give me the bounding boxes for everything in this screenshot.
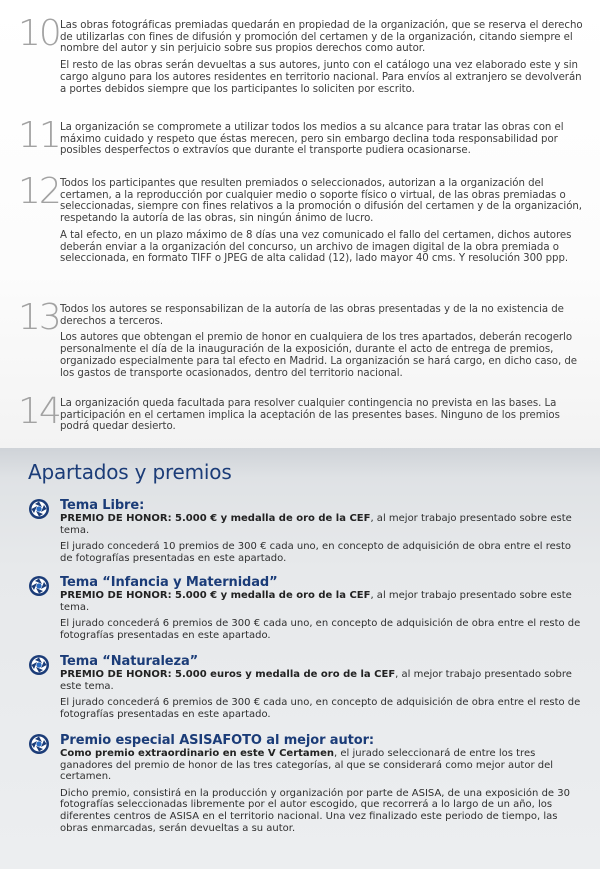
prize-rest: , al mejor trabajo presentado sobre este tema. <box>60 590 572 613</box>
camera-shutter-icon <box>28 498 50 520</box>
rule-paragraph: La organización queda facultada para resolver cualquier contingencia no prevista en las bases. La participación en el certamen implica la aceptación de las presentes bases. Ninguno de los premios podrá quedar desierto. <box>60 398 560 433</box>
category-title: Tema “Infancia y Maternidad” <box>60 575 278 590</box>
rule-paragraph: La organización se compromete a utilizar todos los medios a su alcance para tratar las obras con el máximo cuidado y respeto que éstas merecen, pero sin embargo declina toda responsabilidad por posibles desperfectos o extravíos que durante el transporte pudiera ocasionarse. <box>60 122 564 157</box>
rule-paragraph: Todos los participantes que resulten premiados o seleccionados, autorizan a la organización del certamen, a la reproducción por cualquier medio o soporte físico o virtual, de las obras premiadas o seleccionadas, siempre con fines relativos a la promoción o difusión del certamen y de la organización, respetando la autoría de las obras, sin ningún ánimo de lucro. <box>60 178 582 225</box>
prize-rest: , el jurado seleccionará de entre los tres ganadores del premio de honor de las tres categorías, al que se considerará como mejor autor del certamen. <box>60 748 554 783</box>
category-body <box>60 748 584 839</box>
category-title: Tema “Naturaleza” <box>60 654 199 669</box>
prize-line <box>60 748 584 783</box>
category-title: Tema Libre: <box>60 498 145 513</box>
rule-paragraph: El resto de las obras serán devueltas a sus autores, junto con el catálogo una vez elaborado este y sin cargo alguno para los autores residentes en territorio nacional. Para envíos al extranjero se devolverán a portes debidos siempre que los participantes lo soliciten por escrito. <box>60 60 582 95</box>
rule-paragraph: Las obras fotográficas premiadas quedarán en propiedad de la organización, que se reserva el derecho de utilizarlas con fines de difusión y promoción del certamen y de la organización, citando siempre el nombre del autor y sin perjuicio sobre sus propios derechos como autor. <box>60 20 583 55</box>
rule-body <box>60 304 588 384</box>
rule-number: 14 <box>18 391 60 432</box>
rule-paragraph: Todos los autores se responsabilizan de la autoría de las obras presentadas y de la no existencia de derechos a terceros. <box>60 304 564 327</box>
category-body <box>60 669 584 725</box>
rule-body <box>60 122 588 162</box>
section-title: Apartados y premios <box>28 460 232 484</box>
camera-shutter-icon <box>28 575 50 597</box>
rule-number: 12 <box>18 171 60 212</box>
prize-highlight: PREMIO DE HONOR: 5.000 euros y medalla de oro de la CEF <box>60 669 396 680</box>
camera-shutter-icon <box>28 733 50 755</box>
category-title: Premio especial ASISAFOTO al mejor autor: <box>60 733 374 748</box>
rule-body <box>60 20 588 100</box>
rule-paragraph: A tal efecto, en un plazo máximo de 8 días una vez comunicado el fallo del certamen, dichos autores deberán enviar a la organización del concurso, un archivo de imagen digital de la obra premiada o seleccionada, en formato TIFF o JPEG de alta calidad (12), lado mayor 40 cms. Y resolución 300 ppp. <box>60 229 572 265</box>
camera-shutter-icon <box>28 654 50 676</box>
prize-detail: El jurado concederá 6 premios de 300 € cada uno, en concepto de adquisición de obra entre el resto de fotografías presentadas en este apartado. <box>60 618 581 641</box>
prize-rest: , al mejor trabajo presentado sobre este tema. <box>60 513 572 536</box>
category-body <box>60 590 584 646</box>
rule-number: 11 <box>18 115 60 156</box>
prize-detail: El jurado concederá 6 premios de 300 € cada uno, en concepto de adquisición de obra entre el resto de fotografías presentadas en este apartado. <box>60 697 581 720</box>
prize-detail: El jurado concederá 10 premios de 300 € cada uno, en concepto de adquisición de obra entre el resto de fotografías presentadas en este apartado. <box>60 541 571 564</box>
rule-body <box>60 178 588 270</box>
rule-number: 13 <box>18 297 60 338</box>
prize-highlight: Como premio extraordinario en este V Certamen <box>60 748 334 759</box>
rule-number: 10 <box>18 13 60 54</box>
rule-body <box>60 398 588 438</box>
prize-line <box>60 590 584 613</box>
prize-highlight: PREMIO DE HONOR: 5.000 € y medalla de oro de la CEF <box>60 590 371 601</box>
prizes-section <box>0 448 600 869</box>
prize-highlight: PREMIO DE HONOR: 5.000 € y medalla de oro de la CEF <box>60 513 371 524</box>
rule-paragraph: Los autores que obtengan el premio de honor en cualquiera de los tres apartados, deberán recogerlo personalmente el día de la inauguración de la exposición, durante el acto de entrega de premios, organizado especialmente para tal efecto en Madrid. La organización se hará cargo, en dicho caso, de los gastos de transporte ocasionados, dentro del territorio nacional. <box>60 332 577 379</box>
prize-detail: Dicho premio, consistirá en la producción y organización por parte de ASISA, de una exposición de 30 fotografías seleccionadas libremente por el autor escogido, que recorrerá a lo largo de un año, los diferentes centros de ASISA en el territorio nacional. Una vez finalizado este periodo de tiempo, las obras enmarcadas, serán devueltas a su autor. <box>60 787 570 834</box>
category-body <box>60 513 584 569</box>
prize-line <box>60 669 584 692</box>
prize-line <box>60 513 584 536</box>
prize-rest: , al mejor trabajo presentado sobre este tema. <box>60 669 572 692</box>
